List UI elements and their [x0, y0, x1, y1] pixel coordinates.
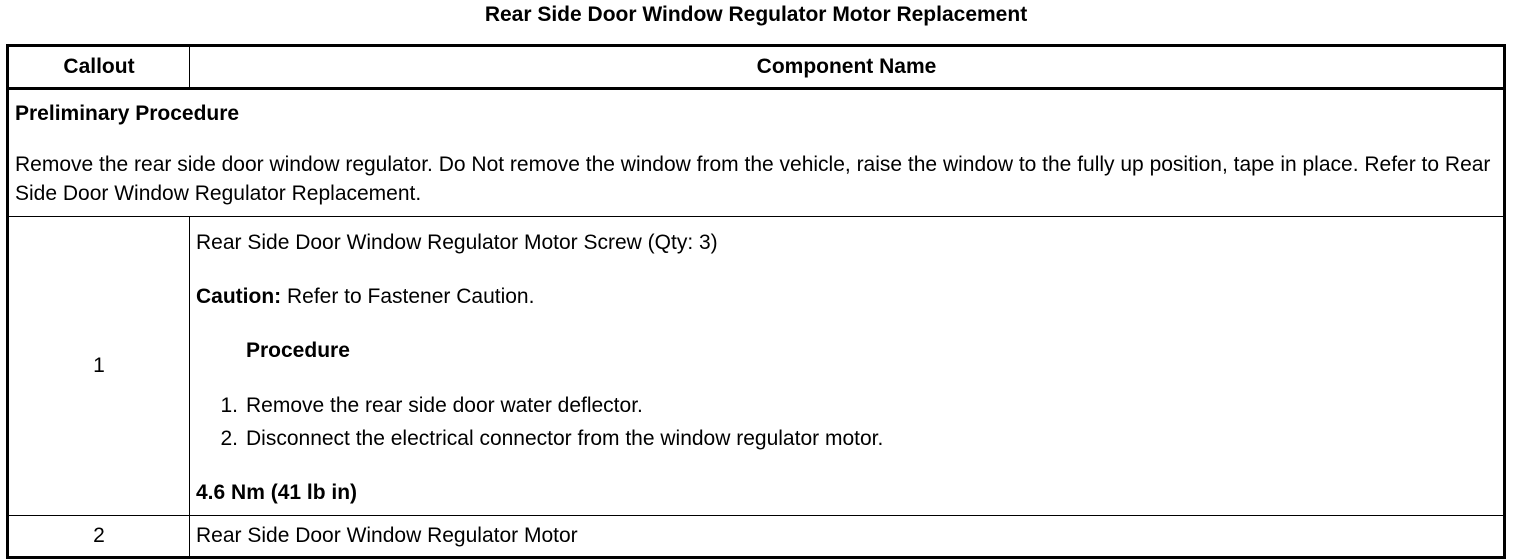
- page-title: Rear Side Door Window Regulator Motor Replacement: [484, 3, 1028, 26]
- step-text: Disconnect the electrical connector from the window regulator motor.: [246, 427, 884, 450]
- callout-number: 1: [8, 217, 190, 516]
- procedure-heading: Procedure: [246, 339, 350, 362]
- callout-column-header: Callout: [8, 46, 190, 89]
- table-row: [8, 516, 1505, 558]
- table-header-row: [8, 46, 1505, 89]
- component-cell: [190, 217, 1505, 516]
- procedure-step: [196, 422, 1497, 455]
- procedure-table: [6, 44, 1506, 559]
- step-number: 2.: [220, 427, 238, 450]
- caution-text: Refer to Fastener Caution.: [281, 285, 535, 308]
- component-name: Rear Side Door Window Regulator Motor Screw (Qty: 3): [196, 231, 718, 254]
- torque-spec: 4.6 Nm (41 lb in): [196, 481, 358, 504]
- component-column-header: Component Name: [190, 46, 1505, 89]
- procedure-steps: [196, 389, 1497, 455]
- preliminary-cell: [8, 89, 1505, 217]
- step-number: 1.: [220, 394, 238, 417]
- component-name: Rear Side Door Window Regulator Motor: [190, 516, 1505, 558]
- preliminary-text: Remove the rear side door window regulator. Do Not remove the window from the vehicle, raise the window to the fully up position, tape in place. Refer to Rear Side Door Window Regulator Replacement.: [15, 153, 1491, 205]
- step-text: Remove the rear side door water deflector.: [246, 394, 643, 417]
- preliminary-row: [8, 89, 1505, 217]
- caution-label: Caution:: [196, 285, 282, 308]
- caution-note: [196, 281, 1497, 313]
- procedure-step: [196, 389, 1497, 422]
- preliminary-heading: Preliminary Procedure: [15, 102, 240, 125]
- callout-number: 2: [8, 516, 190, 558]
- table-row: [8, 217, 1505, 516]
